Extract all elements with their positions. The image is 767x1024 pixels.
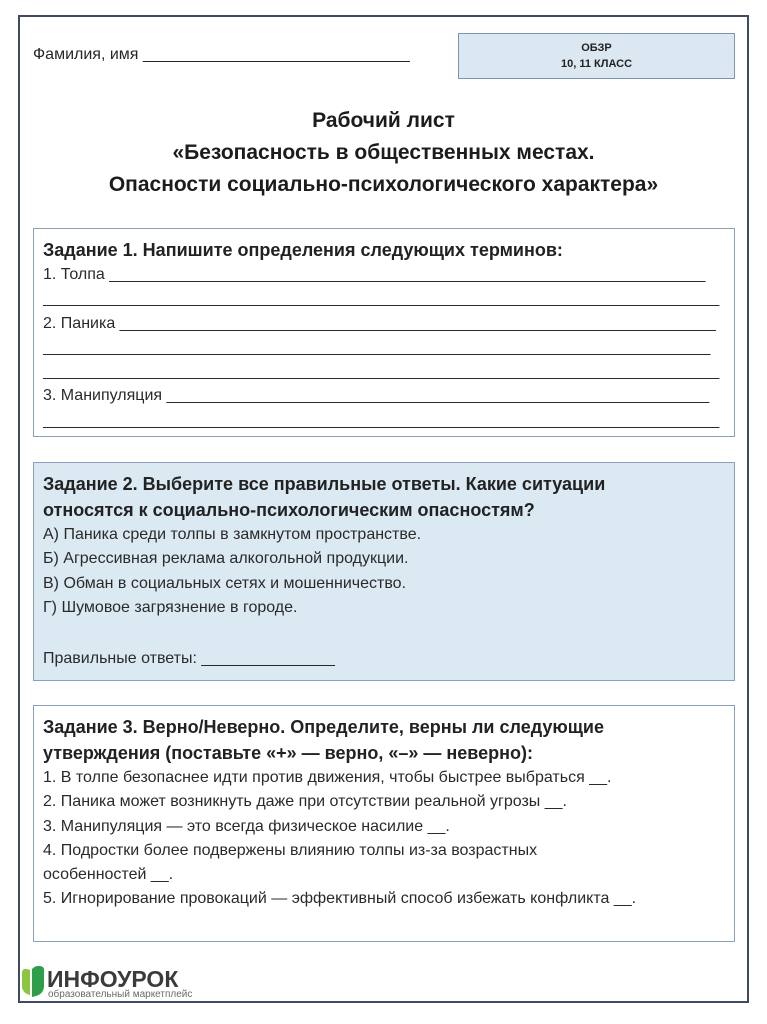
statement-item: 5. Игнорирование провокаций — эффективный способ избежать конфликта __. bbox=[43, 890, 637, 908]
task-3-box bbox=[33, 705, 735, 942]
student-name-field: Фамилия, имя ______________________________ bbox=[33, 46, 410, 63]
answer-option: В) Обман в социальных сетях и мошенничество. bbox=[43, 574, 407, 592]
statement-item: 1. В толпе безопаснее идти против движения, чтобы быстрее выбраться __. bbox=[43, 769, 612, 786]
answer-option: Г) Шумовое загрязнение в городе. bbox=[43, 598, 298, 616]
grade-label: 10, 11 КЛАСС bbox=[560, 58, 633, 70]
definition-line: ____________________________________________________________________________ bbox=[43, 411, 720, 429]
leaf-icon bbox=[20, 964, 46, 998]
answer-option: А) Паника среди толпы в замкнутом пространстве. bbox=[43, 526, 422, 543]
class-badge bbox=[458, 33, 735, 79]
correct-answers-line: Правильные ответы: _______________ bbox=[43, 650, 335, 668]
title-line-1: Рабочий лист bbox=[312, 109, 455, 132]
worksheet-title bbox=[18, 105, 749, 201]
task-1-heading: Задание 1. Напишите определения следующих терминов: bbox=[43, 240, 563, 260]
title-line-2: «Безопасность в общественных местах. bbox=[172, 141, 595, 164]
definition-line: ___________________________________________________________________________ bbox=[43, 338, 711, 356]
subject-label: ОБЗР bbox=[581, 42, 612, 54]
task-2-heading: Задание 2. Выберите все правильные ответы. Какие ситуации относятся к социально-психологическим опасностям? bbox=[43, 474, 606, 520]
definition-line: 3. Манипуляция _____________________________________________________________ bbox=[43, 387, 710, 405]
definition-line: ____________________________________________________________________________ bbox=[43, 363, 720, 381]
statement-item: 3. Манипуляция — это всегда физическое насилие __. bbox=[43, 817, 450, 835]
statement-item: 4. Подростки более подвержены влиянию толпы из-за возрастных особенностей __. bbox=[43, 841, 538, 884]
definition-line: ____________________________________________________________________________ bbox=[43, 290, 720, 308]
logo-tagline: образовательный маркетплейс bbox=[48, 989, 193, 1000]
task-3-heading: Задание 3. Верно/Неверно. Определите, верны ли следующие утверждения (поставьте «+» — верно, «–» — неверно): bbox=[43, 717, 605, 763]
task-1-box bbox=[33, 228, 735, 437]
answer-option: Б) Агрессивная реклама алкогольной продукции. bbox=[43, 550, 409, 568]
task-2-box bbox=[33, 462, 735, 681]
logo-wordmark: ИНФОУРОК bbox=[47, 966, 179, 992]
definition-line: 2. Паника ___________________________________________________________________ bbox=[43, 314, 716, 332]
title-line-3: Опасности социально-психологического характера» bbox=[108, 173, 659, 196]
definition-line: 1. Толпа ___________________________________________________________________ bbox=[43, 266, 706, 283]
statement-item: 2. Паника может возникнуть даже при отсутствии реальной угрозы __. bbox=[43, 793, 567, 811]
